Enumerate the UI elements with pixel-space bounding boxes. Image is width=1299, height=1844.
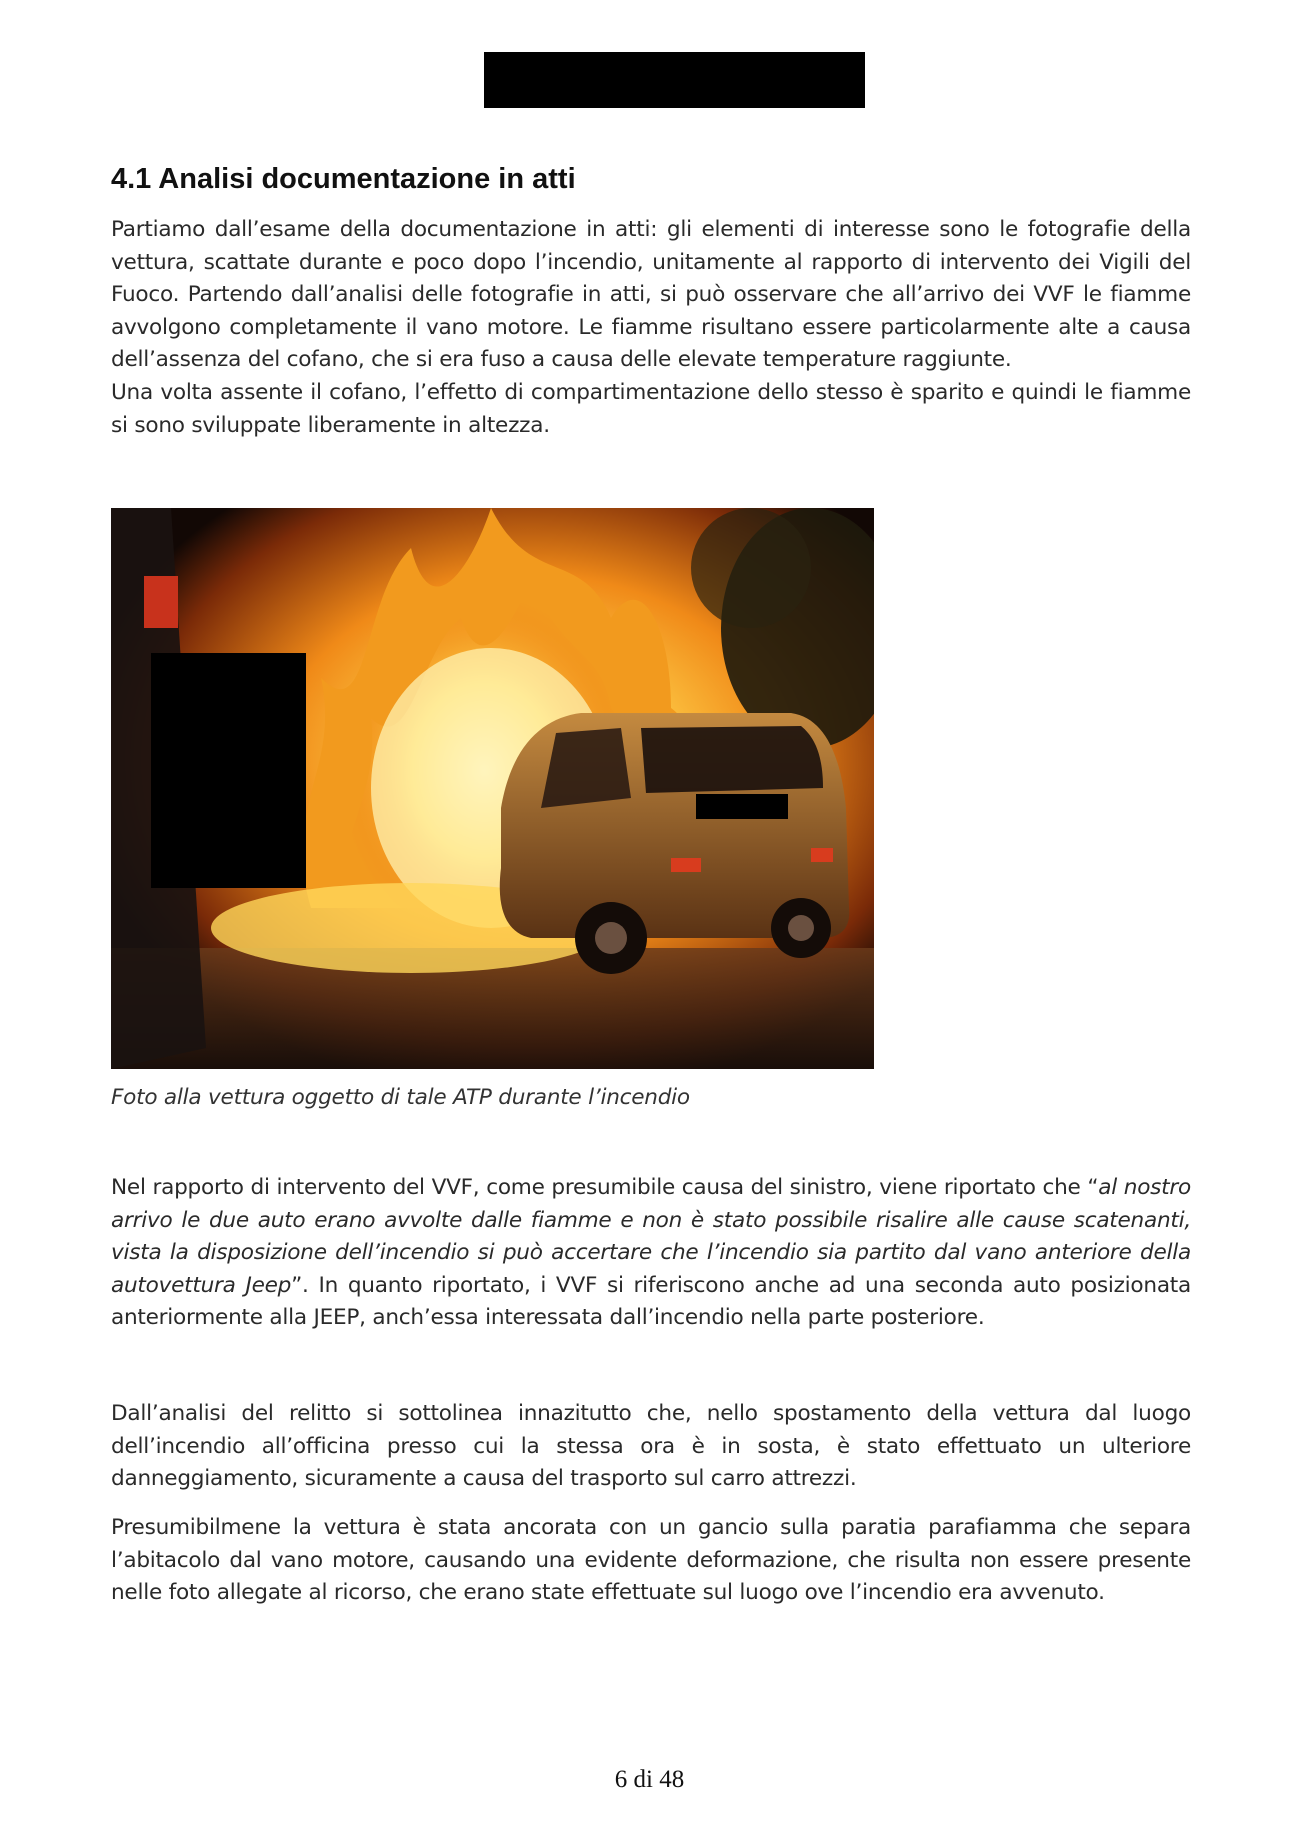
car-fire-photo [111,508,874,1069]
intro-text-2: Una volta assente il cofano, l’effetto di compartimentazione dello stesso è sparito e quindi le fiamme si sono sviluppate liberamente in altezza. [111,379,1191,438]
intro-text-1: Partiamo dall’esame della documentazione in atti: gli elementi di interesse sono le fotografie della vettura, scattate durante e poco dopo l’incendio, unitamente al rapporto di intervento dei Vigili del Fuoco. Partendo dall’analisi delle fotografie in atti, si può osservare che all’arrivo dei VVF le fiamme avvolgono completamente il vano motore. Le fiamme risultano essere particolarmente alte a causa dell’assenza del cofano, che si era fuso a causa delle elevate temperature raggiunte. [111,217,1191,373]
report-paragraph [111,1172,1191,1335]
license-plate-redaction [696,794,788,819]
section-title: 4.1 Analisi documentazione in atti [111,163,576,195]
page-number: 6 di 48 [614,1766,685,1793]
photo-redaction-left [151,653,306,888]
report-quote: al nostro arrivo le due auto erano avvolte dalle fiamme e non è stato possibile risalire alle cause scatenanti, vista la disposizione dell’incendio si può accertare che l’incendio sia partito dal vano anteriore della autovettura Jeep [111,1175,1191,1298]
report-text-before: Nel rapporto di intervento del VVF, come presumibile causa del sinistro, viene riportato che “ [111,1175,1099,1200]
intro-paragraph [111,214,1191,442]
wreck-analysis-paragraph: Dall’analisi del relitto si sottolinea innazitutto che, nello spostamento della vettura dal luogo dell’incendio all’officina presso cui la stessa ora è in sosta, è stato effettuato un ulteriore danneggiamento, sicuramente a causa del trasporto sul carro attrezzi. [111,1401,1191,1492]
hook-note-paragraph: Presumibilmene la vettura è stata ancorata con un gancio sulla paratia parafiamma che separa l’abitacolo dal vano motore, causando una evidente deformazione, che risulta non essere presente nelle foto allegate al ricorso, che erano state effettuate sul luogo ove l’incendio era avvenuto. [111,1515,1191,1606]
report-text-after: ”. In quanto riportato, i VVF si riferiscono anche ad una seconda auto posizionata anteriormente alla JEEP, anch’essa interessata dall’incendio nella parte posteriore. [111,1272,1191,1331]
header-redaction-box [484,52,865,108]
figure-caption: Foto alla vettura oggetto di tale ATP durante l’incendio [111,1085,690,1110]
